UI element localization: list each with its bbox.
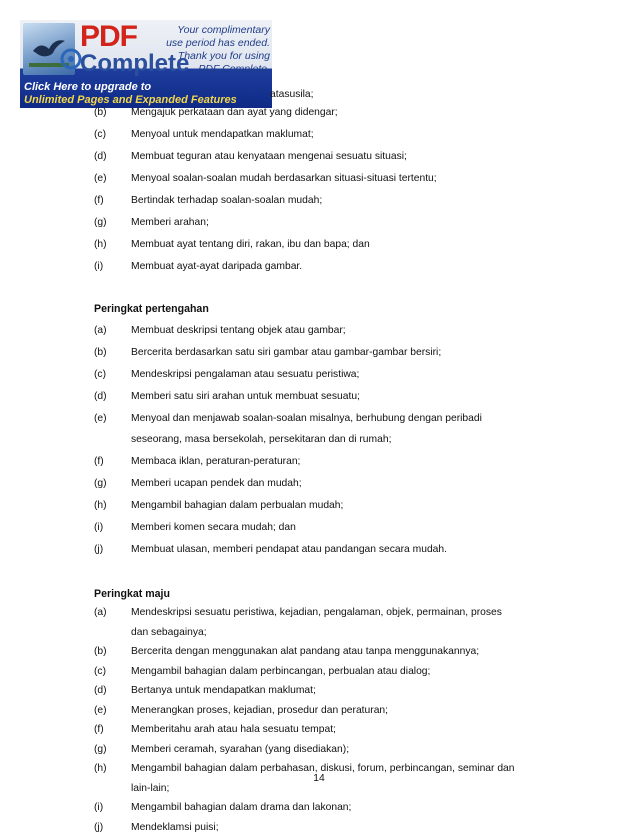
- item-number: (a): [94, 325, 107, 336]
- item-text: Membuat teguran atau kenyataan mengenai sesuatu situasi;: [131, 151, 407, 162]
- item-number: (b): [94, 646, 107, 657]
- item-number: (d): [94, 685, 107, 696]
- item-number: (g): [94, 744, 107, 755]
- upgrade-line-1[interactable]: Click Here to upgrade to: [24, 81, 152, 93]
- item-number: (i): [94, 802, 104, 813]
- item-continuation: dan sebagainya;: [131, 627, 207, 638]
- page-number: 14: [313, 773, 325, 784]
- promo-line: PDF Complete.: [198, 63, 270, 75]
- section-heading-advanced: Peringkat maju: [94, 588, 170, 600]
- item-number: (g): [94, 217, 107, 228]
- item-number: (e): [94, 705, 107, 716]
- item-number: (c): [94, 666, 107, 677]
- swirl-icon: [60, 48, 82, 70]
- item-text: Memberi satu siri arahan untuk membuat sesuatu;: [131, 391, 360, 402]
- item-text: Memberi komen secara mudah; dan: [131, 522, 296, 533]
- item-text: Membuat ayat-ayat daripada gambar.: [131, 261, 303, 272]
- item-number: (d): [94, 151, 107, 162]
- item-text: Mengambil bahagian dalam perbahasan, diskusi, forum, perbincangan, seminar dan: [131, 763, 515, 774]
- item-text: Memberi ceramah, syarahan (yang disediakan);: [131, 744, 350, 755]
- complete-logo-text: Complete: [80, 50, 190, 77]
- item-text: Bertanya untuk mendapatkan maklumat;: [131, 685, 316, 696]
- item-number: (j): [94, 544, 104, 555]
- item-text: Memberi arahan;: [131, 217, 209, 228]
- item-text: Bercerita dengan menggunakan alat pandang atau tanpa menggunakannya;: [131, 646, 480, 657]
- item-text: Mendeklamsi puisi;: [131, 822, 219, 833]
- item-text: Mendeskripsi pengalaman atau sesuatu peristiwa;: [131, 369, 360, 380]
- item-number: (f): [94, 724, 104, 735]
- item-number: (g): [94, 478, 107, 489]
- promo-line: Your complimentary: [177, 24, 270, 36]
- item-text: Memberi ucapan pendek dan mudah;: [131, 478, 302, 489]
- item-text: Menyoal soalan-soalan mudah berdasarkan situasi-situasi tertentu;: [131, 173, 437, 184]
- item-text: Mengajuk perkataan dan ayat yang didengar;: [131, 107, 338, 118]
- item-number: (c): [94, 129, 107, 140]
- item-number: (e): [94, 413, 107, 424]
- promo-line: use period has ended.: [166, 37, 270, 49]
- section-heading-intermediate: Peringkat pertengahan: [94, 303, 209, 315]
- item-number: (c): [94, 369, 107, 380]
- item-continuation: lain-lain;: [131, 783, 170, 794]
- item-text: Menerangkan proses, kejadian, prosedur dan peraturan;: [131, 705, 389, 716]
- item-text: Membaca iklan, peraturan-peraturan;: [131, 456, 301, 467]
- upgrade-line-2[interactable]: Unlimited Pages and Expanded Features: [24, 94, 237, 106]
- item-text: Mengambil bahagian dalam drama dan lakonan;: [131, 802, 352, 813]
- item-text: Mengambil bahagian dalam perbualan mudah;: [131, 500, 344, 511]
- pdf-logo-text: PDF: [80, 20, 137, 53]
- item-number: (b): [94, 107, 107, 118]
- item-number: (b): [94, 347, 107, 358]
- banner-top: [20, 20, 272, 79]
- item-number: (i): [94, 261, 104, 272]
- item-number: (i): [94, 522, 104, 533]
- item-text: Membuat ayat tentang diri, rakan, ibu dan bapa; dan: [131, 239, 370, 250]
- item-number: (a): [94, 607, 107, 618]
- upgrade-banner[interactable]: [20, 20, 272, 108]
- item-text: Mengambil bahagian dalam perbincangan, perbualan atau dialog;: [131, 666, 431, 677]
- item-text: Menyoal untuk mendapatkan maklumat;: [131, 129, 314, 140]
- item-text: Bercerita berdasarkan satu siri gambar atau gambar-gambar bersiri;: [131, 347, 442, 358]
- item-text: Menyoal dan menjawab soalan-soalan misalnya, berhubung dengan peribadi: [131, 413, 482, 424]
- item-text: Membuat ulasan, memberi pendapat atau pandangan secara mudah.: [131, 544, 447, 555]
- promo-message: [166, 24, 270, 76]
- item-number: (h): [94, 239, 107, 250]
- item-number: (f): [94, 195, 104, 206]
- item-number: (j): [94, 822, 104, 833]
- item-continuation: seseorang, masa bersekolah, persekitaran dan di rumah;: [131, 434, 392, 445]
- item-number: (d): [94, 391, 107, 402]
- item-number: (e): [94, 173, 107, 184]
- item-text: Mendeskripsi sesuatu peristiwa, kejadian, pengalaman, objek, permainan, proses: [131, 607, 502, 618]
- item-number: (f): [94, 456, 104, 467]
- covered-line-tail: atasusila;: [270, 89, 314, 100]
- item-text: Bertindak terhadap soalan-soalan mudah;: [131, 195, 323, 206]
- promo-line: Thank you for using: [177, 50, 270, 62]
- item-text: Memberitahu arah atau hala sesuatu tempat;: [131, 724, 336, 735]
- item-number: (h): [94, 500, 107, 511]
- item-text: Membuat deskripsi tentang objek atau gambar;: [131, 325, 346, 336]
- item-number: (h): [94, 763, 107, 774]
